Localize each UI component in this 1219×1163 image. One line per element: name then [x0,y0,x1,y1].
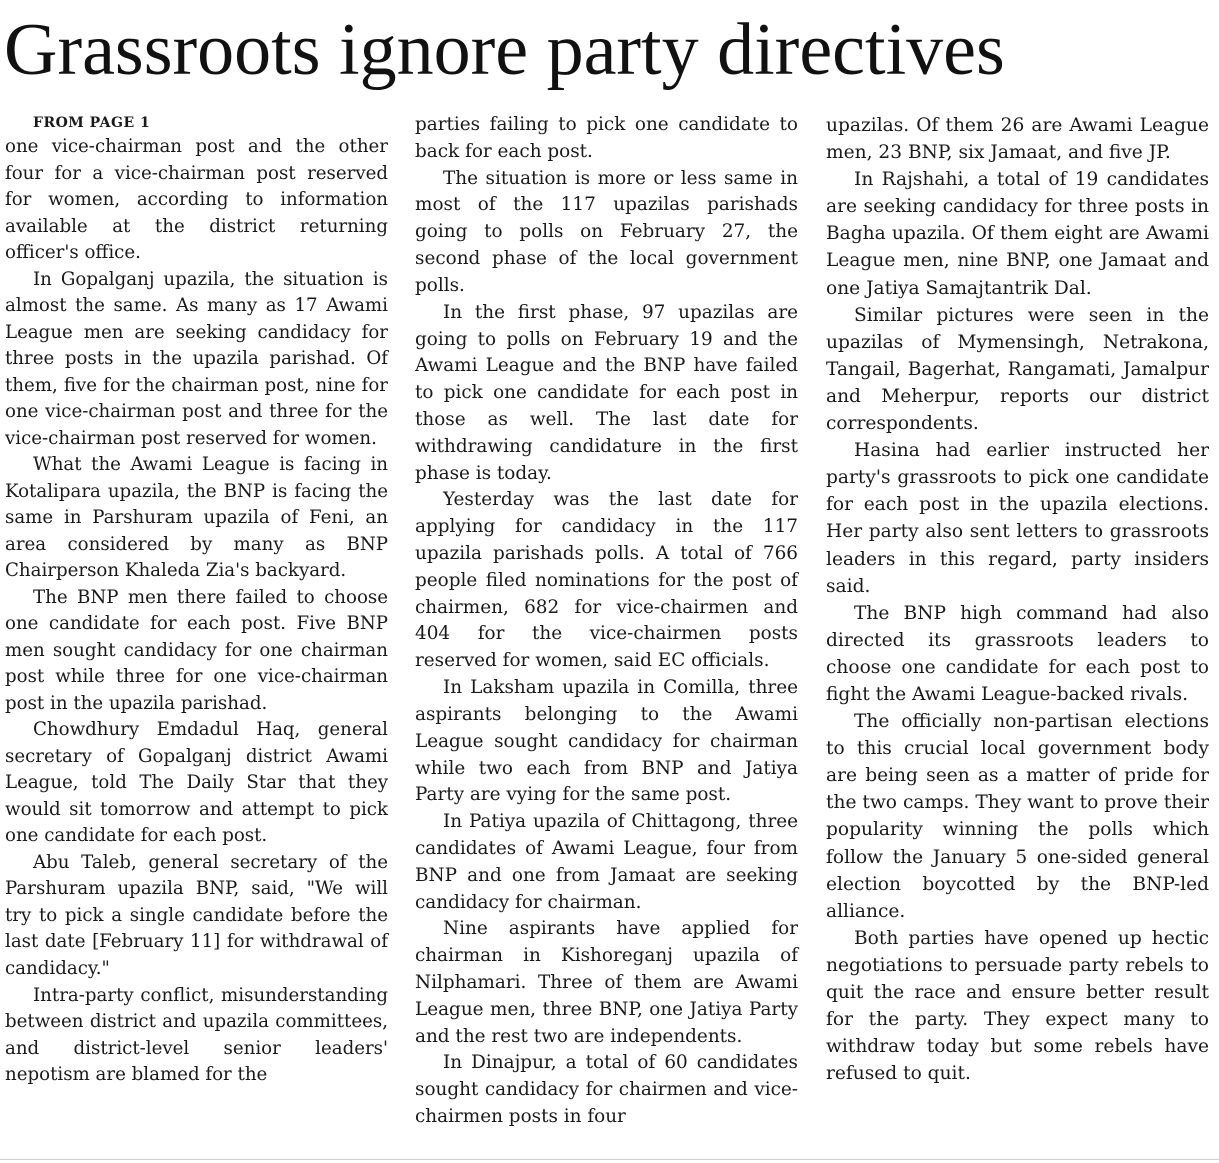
bottom-rule [0,1159,1219,1160]
paragraph: Nine aspirants have applied for chairman in Kishoreganj upazila of Nilphamari. Three of them are Awami League men, three BNP, one Jatiya Party and the rest two are independents. [415,918,798,1047]
column-1 [5,112,388,1089]
paragraph: Yesterday was the last date for applying for candidacy in the 117 upazila parishads polls. A total of 766 people filed nominations for the post of chairmen, 682 for vice-chairmen and 404 for the vice-chairmen posts reserved for women, said EC officials. [415,489,798,672]
paragraph: In the first phase, 97 upazilas are going to polls on February 19 and the Awami League and the BNP have failed to pick one candidate for each post in those as well. The last date for withdrawing candidature in the first phase is today. [415,301,798,484]
paragraph: The situation is more or less same in most of the 117 upazilas parishads going to polls on February 27, the second phase of the local government polls. [415,167,798,296]
paragraph: Both parties have opened up hectic negotiations to persuade party rebels to quit the race and ensure better result for the party. They expect many to withdraw today but some rebels have refused to quit. [826,927,1209,1085]
paragraph: Similar pictures were seen in the upazilas of Mymensingh, Netrakona, Tangail, Bagerhat, Rangamati, Jamalpur and Meherpur, reports our district correspondents. [826,304,1209,435]
paragraph: The BNP high command had also directed its grassroots leaders to choose one candidate for each post to fight the Awami League-backed rivals. [826,602,1209,705]
paragraph: upazilas. Of them 26 are Awami League men, 23 BNP, six Jamaat, and five JP. [826,115,1209,164]
paragraph: one vice-chairman post and the other four for a vice-chairman post reserved for women, according to information available at the district returning officer's office. [5,136,388,264]
kicker: FROM PAGE 1 [33,115,151,131]
paragraph: The BNP men there failed to choose one candidate for each post. Five BNP men sought candidacy for one chairman post while three for one vice-chairman post in the upazila parishad. [5,586,388,714]
headline: Grassroots ignore party directives [4,9,1005,91]
paragraph: Abu Taleb, general secretary of the Parshuram upazila BNP, said, "We will try to pick a single candidate before the last date [February 11] for withdrawal of candidacy." [5,851,388,979]
paragraph: In Gopalganj upazila, the situation is almost the same. As many as 17 Awami League men are seeking candidacy for three posts in the upazila parishad. Of them, five for the chairman post, nine for one vice-chairman post and three for the vice-chairman post reserved for women. [5,268,388,449]
paragraph: In Rajshahi, a total of 19 candidates are seeking candidacy for three posts in Bagha upazila. Of them eight are Awami League men, nine BNP, one Jamaat and one Jatiya Samajtantrik Dal. [826,169,1209,299]
paragraph: Chowdhury Emdadul Haq, general secretary of Gopalganj district Awami League, told The Daily Star that they would sit tomorrow and attempt to pick one candidate for each post. [5,719,388,847]
paragraph: parties failing to pick one candidate to back for each post. [415,114,798,162]
paragraph: The officially non-partisan elections to this crucial local government body are being seen as a matter of pride for the two camps. They want to prove their popularity winning the polls which follow the January 5 one-sided general election boycotted by the BNP-led alliance. [826,711,1209,922]
paragraph: In Dinajpur, a total of 60 candidates sought candidacy for chairmen and vice-chairmen posts in four [415,1052,798,1128]
paragraph: Hasina had earlier instructed her party's grassroots to pick one candidate for each post in the upazila elections. Her party also sent letters to grassroots leaders in this regard, party insiders said. [826,440,1209,597]
paragraph: Intra-party conflict, misunderstanding between district and upazila committees, and district-level senior leaders' nepotism are blamed for the [5,984,388,1086]
paragraph: In Laksham upazila in Comilla, three aspirants belonging to the Awami League sought candidacy for chairman while two each from BNP and Jatiya Party are vying for the same post. [415,677,798,806]
column-3 [826,112,1209,1087]
paragraph: What the Awami League is facing in Kotalipara upazila, the BNP is facing the same in Parshuram upazila of Feni, an area considered by many as BNP Chairperson Khaleda Zia's backyard. [5,454,388,582]
paragraph: In Patiya upazila of Chittagong, three candidates of Awami League, four from BNP and one from Jamaat are seeking candidacy for chairman. [415,811,798,913]
column-2 [415,112,798,1131]
